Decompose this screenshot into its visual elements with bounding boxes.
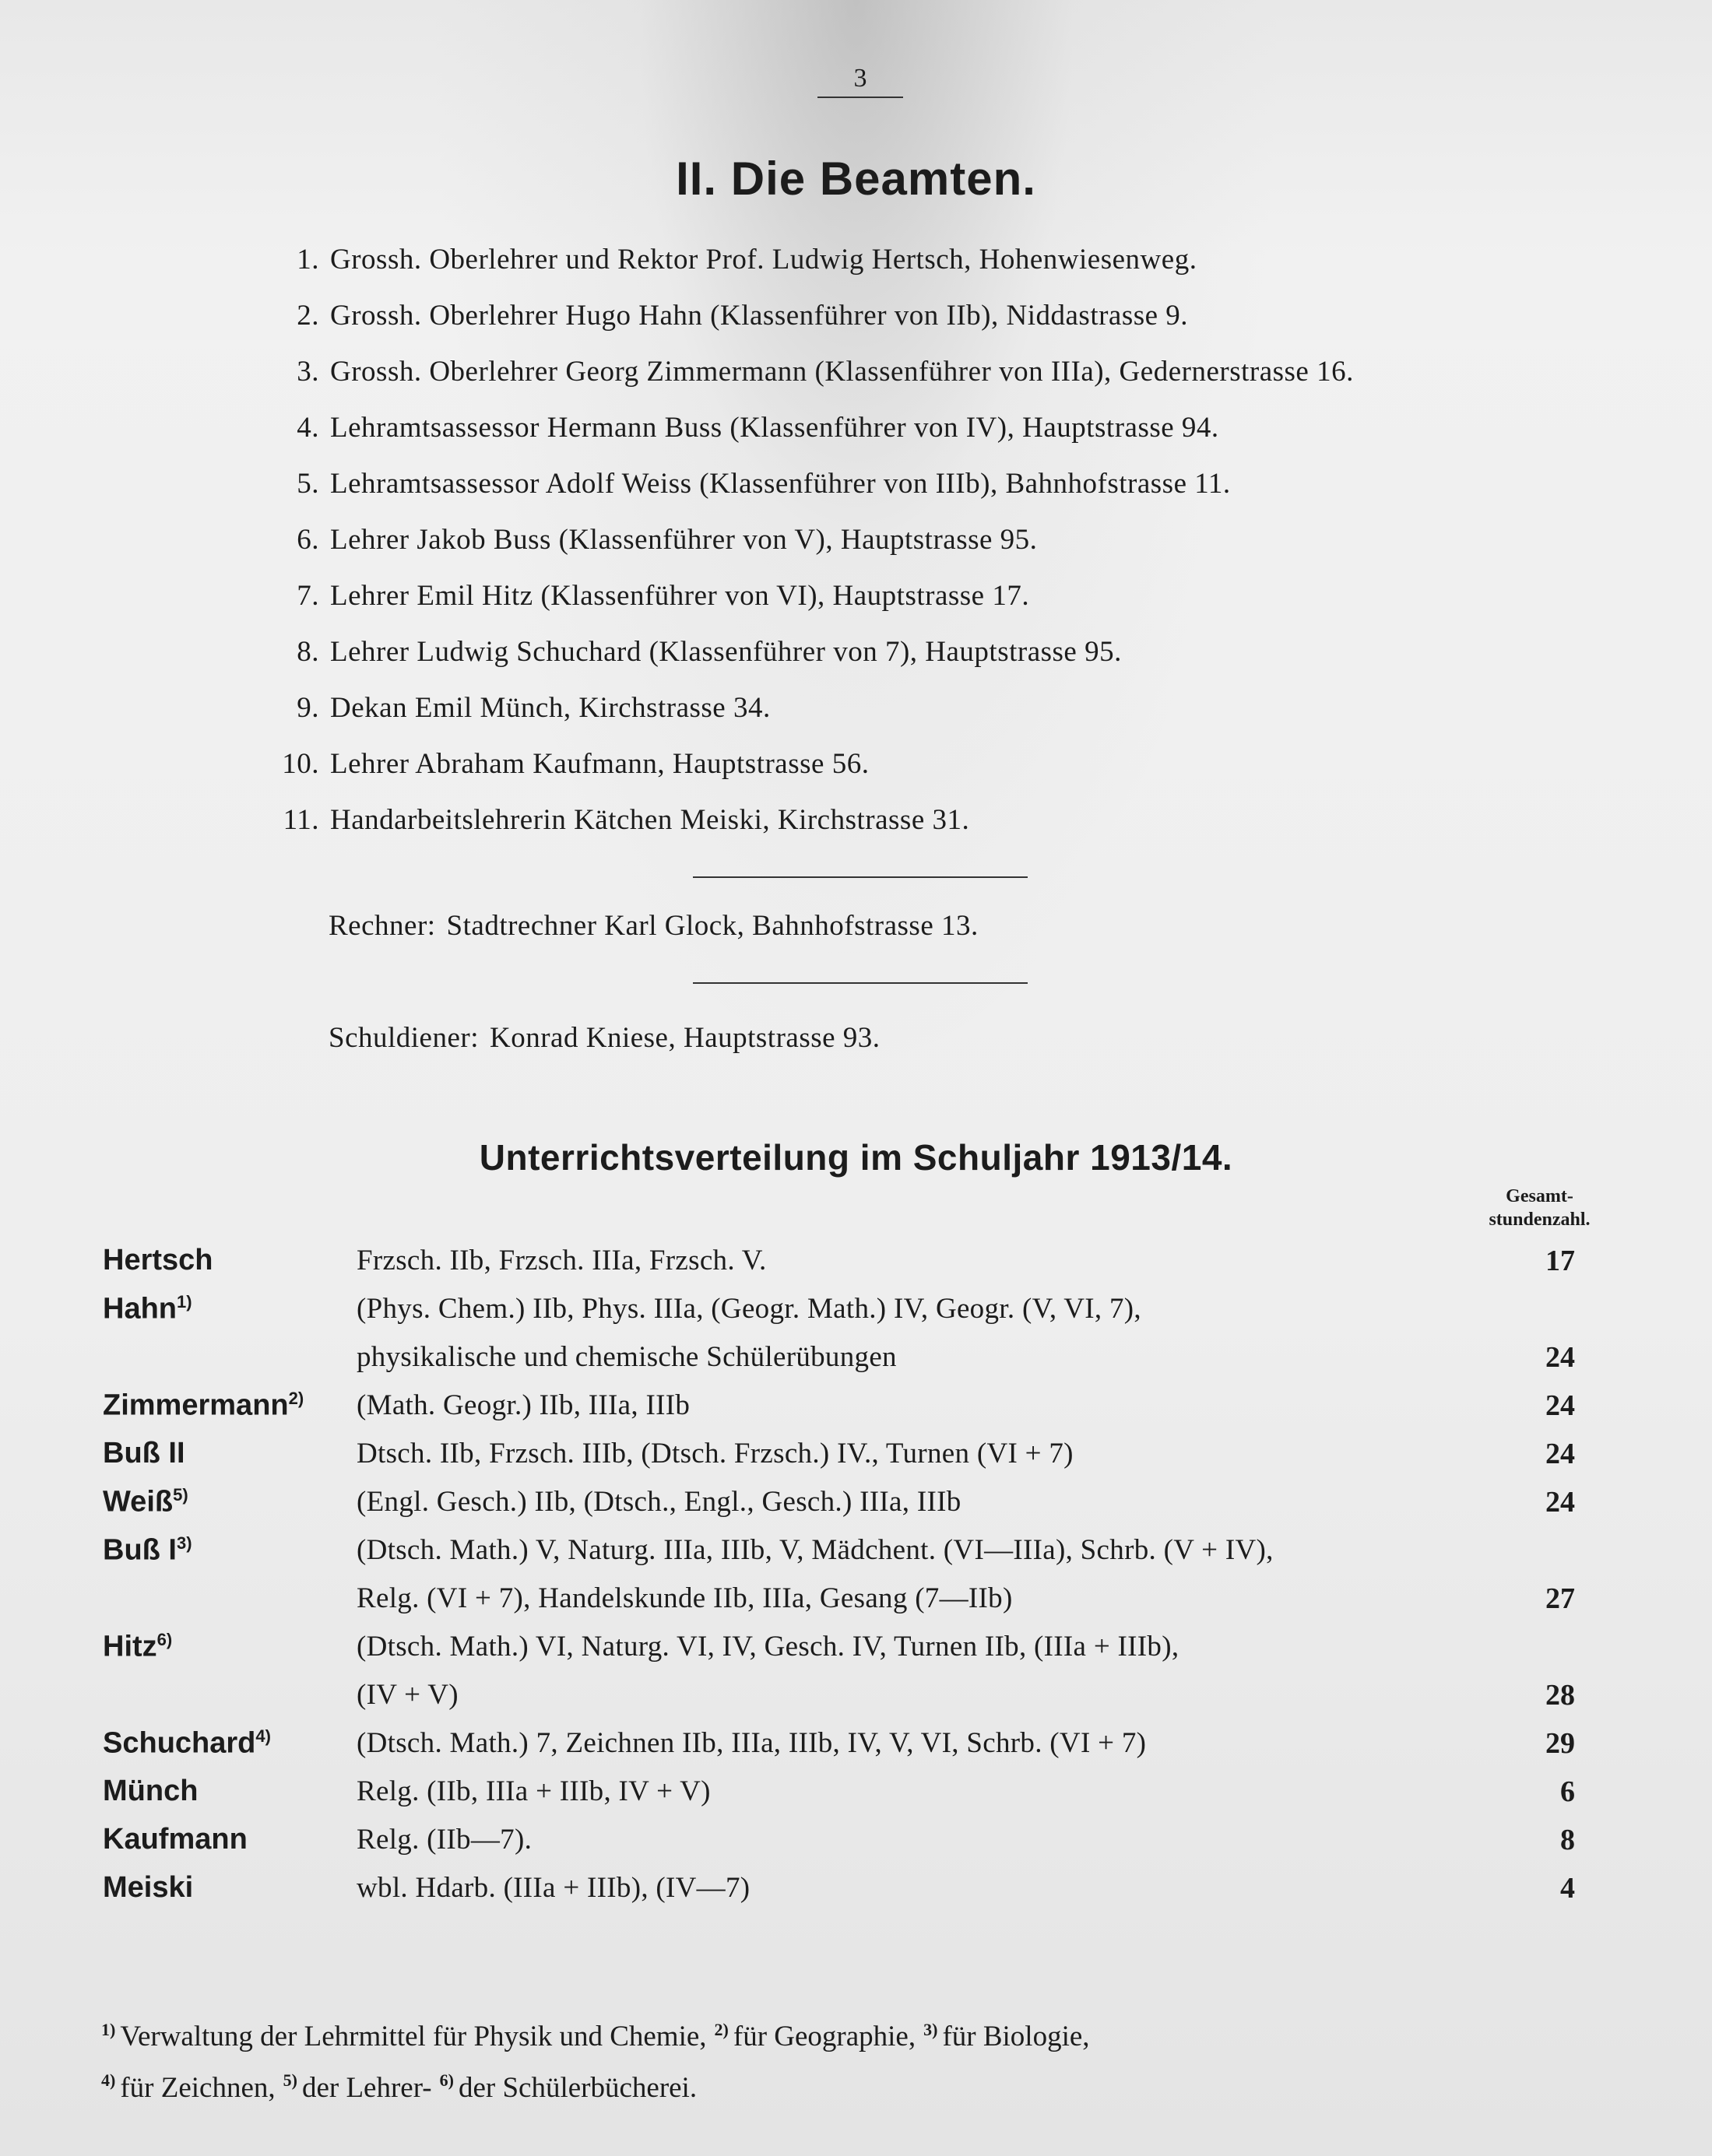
official-number: 1. bbox=[297, 244, 319, 276]
rechner-line bbox=[329, 909, 979, 943]
footnote-mark: 1) bbox=[101, 2020, 116, 2039]
official-entry bbox=[257, 243, 1619, 299]
schedule-row bbox=[0, 1871, 1712, 1919]
official-text: Grossh. Oberlehrer Hugo Hahn (Klassenführer von IIb), Niddastrasse 9. bbox=[330, 300, 1189, 332]
schedule-row bbox=[0, 1630, 1712, 1726]
official-text: Lehramtsassessor Hermann Buss (Klassenführer von IV), Hauptstrasse 94. bbox=[330, 412, 1219, 444]
footnote-marker: 1) bbox=[177, 1292, 192, 1312]
teacher-name bbox=[103, 1437, 185, 1470]
teacher-name-text: Hitz bbox=[103, 1630, 157, 1663]
teacher-name bbox=[103, 1485, 188, 1519]
total-hours: 29 bbox=[1545, 1727, 1575, 1760]
official-entry bbox=[257, 355, 1619, 411]
teacher-name-text: Kaufmann bbox=[103, 1823, 248, 1856]
footnote-text: für Biologie, bbox=[942, 2021, 1090, 2053]
official-text: Grossh. Oberlehrer Georg Zimmermann (Klassenführer von IIIa), Gedernerstrasse 16. bbox=[330, 356, 1354, 388]
teacher-name bbox=[103, 1292, 192, 1326]
total-hours: 6 bbox=[1560, 1775, 1575, 1808]
total-hours-header-line: stundenzahl. bbox=[1489, 1210, 1591, 1230]
schuldiener-text: Konrad Kniese, Hauptstrasse 93. bbox=[490, 1022, 881, 1054]
schedule-row bbox=[0, 1726, 1712, 1775]
subject-line: Relg. (IIb—7). bbox=[357, 1824, 533, 1856]
divider bbox=[693, 982, 1028, 984]
teacher-name bbox=[103, 1244, 213, 1277]
subjects bbox=[357, 1726, 1524, 1775]
schedule-row bbox=[0, 1437, 1712, 1485]
subject-line: (IV + V) bbox=[357, 1679, 459, 1711]
footnote-mark: 4) bbox=[101, 2070, 116, 2091]
schuldiener-line bbox=[329, 1021, 881, 1055]
teacher-name bbox=[103, 1630, 172, 1664]
subjects bbox=[357, 1244, 1524, 1292]
rechner-text: Stadtrechner Karl Glock, Bahnhofstrasse 13. bbox=[446, 910, 979, 942]
subject-line: (Dtsch. Math.) V, Naturg. IIIa, IIIb, V, Mädchent. (VI—IIIa), Schrb. (V + IV), bbox=[357, 1534, 1274, 1566]
subject-line: (Engl. Gesch.) IIb, (Dtsch., Engl., Gesch.) IIIa, IIIb bbox=[357, 1486, 961, 1518]
official-text: Lehrer Ludwig Schuchard (Klassenführer von 7), Hauptstrasse 95. bbox=[330, 636, 1122, 668]
official-number: 6. bbox=[297, 524, 319, 556]
subjects bbox=[357, 1389, 1524, 1437]
rechner-label: Rechner: bbox=[329, 910, 436, 942]
official-text: Handarbeitslehrerin Kätchen Meiski, Kirchstrasse 31. bbox=[330, 804, 970, 836]
official-number: 5. bbox=[297, 468, 319, 500]
subjects bbox=[357, 1871, 1524, 1919]
schedule-row bbox=[0, 1533, 1712, 1630]
subjects bbox=[357, 1823, 1524, 1871]
schedule-row bbox=[0, 1244, 1712, 1292]
footnote bbox=[101, 2072, 276, 2104]
footnote-marker: 5) bbox=[173, 1485, 188, 1505]
subject-line: (Dtsch. Math.) VI, Naturg. VI, IV, Gesch. IV, Turnen IIb, (IIIa + IIIb), bbox=[357, 1631, 1179, 1663]
footnote-marker: 4) bbox=[255, 1726, 271, 1746]
teacher-name bbox=[103, 1871, 193, 1905]
schedule-row bbox=[0, 1775, 1712, 1823]
footnote-mark: 5) bbox=[283, 2070, 297, 2091]
total-hours-header-line: Gesamt- bbox=[1506, 1186, 1573, 1206]
official-number: 8. bbox=[297, 636, 319, 668]
teacher-name bbox=[103, 1726, 271, 1761]
teacher-name bbox=[103, 1775, 198, 1808]
total-hours: 28 bbox=[1545, 1679, 1575, 1712]
schedule-row bbox=[0, 1292, 1712, 1389]
teacher-name bbox=[103, 1533, 192, 1568]
schedule-row bbox=[0, 1389, 1712, 1437]
teacher-name-text: Hertsch bbox=[103, 1244, 213, 1276]
official-text: Grossh. Oberlehrer und Rektor Prof. Ludwig Hertsch, Hohenwiesenweg. bbox=[330, 244, 1197, 276]
teacher-name-text: Münch bbox=[103, 1775, 199, 1807]
subjects bbox=[357, 1630, 1524, 1726]
subjects bbox=[357, 1437, 1524, 1485]
official-number: 3. bbox=[297, 356, 319, 388]
official-entry bbox=[257, 299, 1619, 355]
footnote bbox=[923, 2021, 1089, 2052]
teacher-name-text: Hahn bbox=[103, 1292, 177, 1326]
official-text: Dekan Emil Münch, Kirchstrasse 34. bbox=[330, 692, 771, 724]
footnote bbox=[715, 2021, 916, 2052]
subjects bbox=[357, 1533, 1524, 1630]
subject-line: Relg. (VI + 7), Handelskunde IIb, IIIa, Gesang (7—IIb) bbox=[357, 1582, 1013, 1614]
official-entry bbox=[257, 691, 1619, 747]
total-hours: 8 bbox=[1560, 1824, 1575, 1856]
footnote-text: für Geographie, bbox=[733, 2021, 916, 2053]
official-number: 9. bbox=[297, 692, 319, 724]
footnotes bbox=[101, 2008, 1627, 2110]
footnote-text: für Zeichnen, bbox=[120, 2071, 276, 2104]
footnote-text: der Schülerbücherei. bbox=[458, 2071, 698, 2104]
official-entry bbox=[257, 635, 1619, 691]
footnote-mark: 6) bbox=[439, 2070, 454, 2091]
schedule-row bbox=[0, 1823, 1712, 1871]
total-hours: 24 bbox=[1545, 1341, 1575, 1374]
page-number: 3 bbox=[817, 64, 903, 98]
total-hours: 17 bbox=[1545, 1245, 1575, 1277]
official-number: 4. bbox=[297, 412, 319, 444]
footnote-text: Verwaltung der Lehrmittel für Physik und Chemie, bbox=[120, 2021, 707, 2053]
official-entry bbox=[257, 579, 1619, 635]
subject-line: (Math. Geogr.) IIb, IIIa, IIIb bbox=[357, 1389, 691, 1421]
total-hours: 4 bbox=[1560, 1872, 1575, 1905]
footnote-marker: 3) bbox=[176, 1533, 192, 1553]
subject-line: Relg. (IIb, IIIa + IIIb, IV + V) bbox=[357, 1775, 711, 1807]
teacher-name bbox=[103, 1823, 248, 1856]
teacher-name-text: Zimmermann bbox=[103, 1389, 289, 1422]
official-number: 7. bbox=[297, 580, 319, 612]
teacher-name-text: Buß II bbox=[103, 1437, 185, 1470]
officials-list bbox=[257, 243, 1619, 859]
subject-line: (Phys. Chem.) IIb, Phys. IIIa, (Geogr. Math.) IV, Geogr. (V, VI, 7), bbox=[357, 1293, 1141, 1325]
subjects bbox=[357, 1485, 1524, 1533]
official-entry bbox=[257, 747, 1619, 803]
official-entry bbox=[257, 523, 1619, 579]
schuldiener-label: Schuldiener: bbox=[329, 1022, 480, 1054]
official-number: 11. bbox=[283, 804, 319, 836]
divider bbox=[693, 876, 1028, 878]
subject-line: Dtsch. IIb, Frzsch. IIIb, (Dtsch. Frzsch.) IV., Turnen (VI + 7) bbox=[357, 1438, 1074, 1470]
total-hours: 24 bbox=[1545, 1486, 1575, 1519]
teaching-schedule bbox=[0, 1244, 1712, 1919]
official-number: 2. bbox=[297, 300, 319, 332]
footnote-mark: 3) bbox=[923, 2020, 938, 2039]
subjects bbox=[357, 1292, 1524, 1389]
footnote-text: der Lehrer- bbox=[301, 2071, 432, 2104]
official-number: 10. bbox=[282, 748, 319, 780]
official-text: Lehrer Emil Hitz (Klassenführer von VI), Hauptstrasse 17. bbox=[330, 580, 1030, 612]
footnote bbox=[283, 2072, 432, 2104]
total-hours: 24 bbox=[1545, 1389, 1575, 1422]
footnote-marker: 6) bbox=[156, 1630, 173, 1649]
total-hours: 24 bbox=[1545, 1438, 1575, 1470]
official-text: Lehrer Jakob Buss (Klassenführer von V), Hauptstrasse 95. bbox=[330, 524, 1038, 556]
official-entry bbox=[257, 411, 1619, 467]
footnote bbox=[440, 2072, 697, 2104]
official-text: Lehrer Abraham Kaufmann, Hauptstrasse 56. bbox=[330, 748, 870, 780]
subject-line: physikalische und chemische Schülerübungen bbox=[357, 1341, 897, 1373]
footnote bbox=[101, 2021, 707, 2052]
teacher-name-text: Weiß bbox=[103, 1485, 174, 1519]
footnote-marker: 2) bbox=[288, 1389, 304, 1408]
total-hours: 27 bbox=[1545, 1582, 1575, 1615]
footnote-mark: 2) bbox=[714, 2020, 729, 2039]
official-entry bbox=[257, 467, 1619, 523]
subjects bbox=[357, 1775, 1524, 1823]
teacher-name bbox=[103, 1389, 304, 1423]
teacher-name-text: Schuchard bbox=[103, 1726, 256, 1760]
official-entry bbox=[257, 803, 1619, 859]
teacher-name-text: Buß I bbox=[103, 1533, 177, 1567]
teacher-name-text: Meiski bbox=[103, 1871, 194, 1904]
section-title: II. Die Beamten. bbox=[676, 153, 1036, 205]
official-text: Lehramtsassessor Adolf Weiss (Klassenführer von IIIb), Bahnhofstrasse 11. bbox=[330, 468, 1231, 500]
subject-line: (Dtsch. Math.) 7, Zeichnen IIb, IIIa, IIIb, IV, V, VI, Schrb. (VI + 7) bbox=[357, 1727, 1147, 1759]
schedule-row bbox=[0, 1485, 1712, 1533]
distribution-title: Unterrichtsverteilung im Schuljahr 1913/14. bbox=[479, 1137, 1233, 1178]
subject-line: Frzsch. IIb, Frzsch. IIIa, Frzsch. V. bbox=[357, 1245, 767, 1276]
total-hours-header bbox=[1456, 1185, 1623, 1231]
subject-line: wbl. Hdarb. (IIIa + IIIb), (IV—7) bbox=[357, 1872, 751, 1904]
